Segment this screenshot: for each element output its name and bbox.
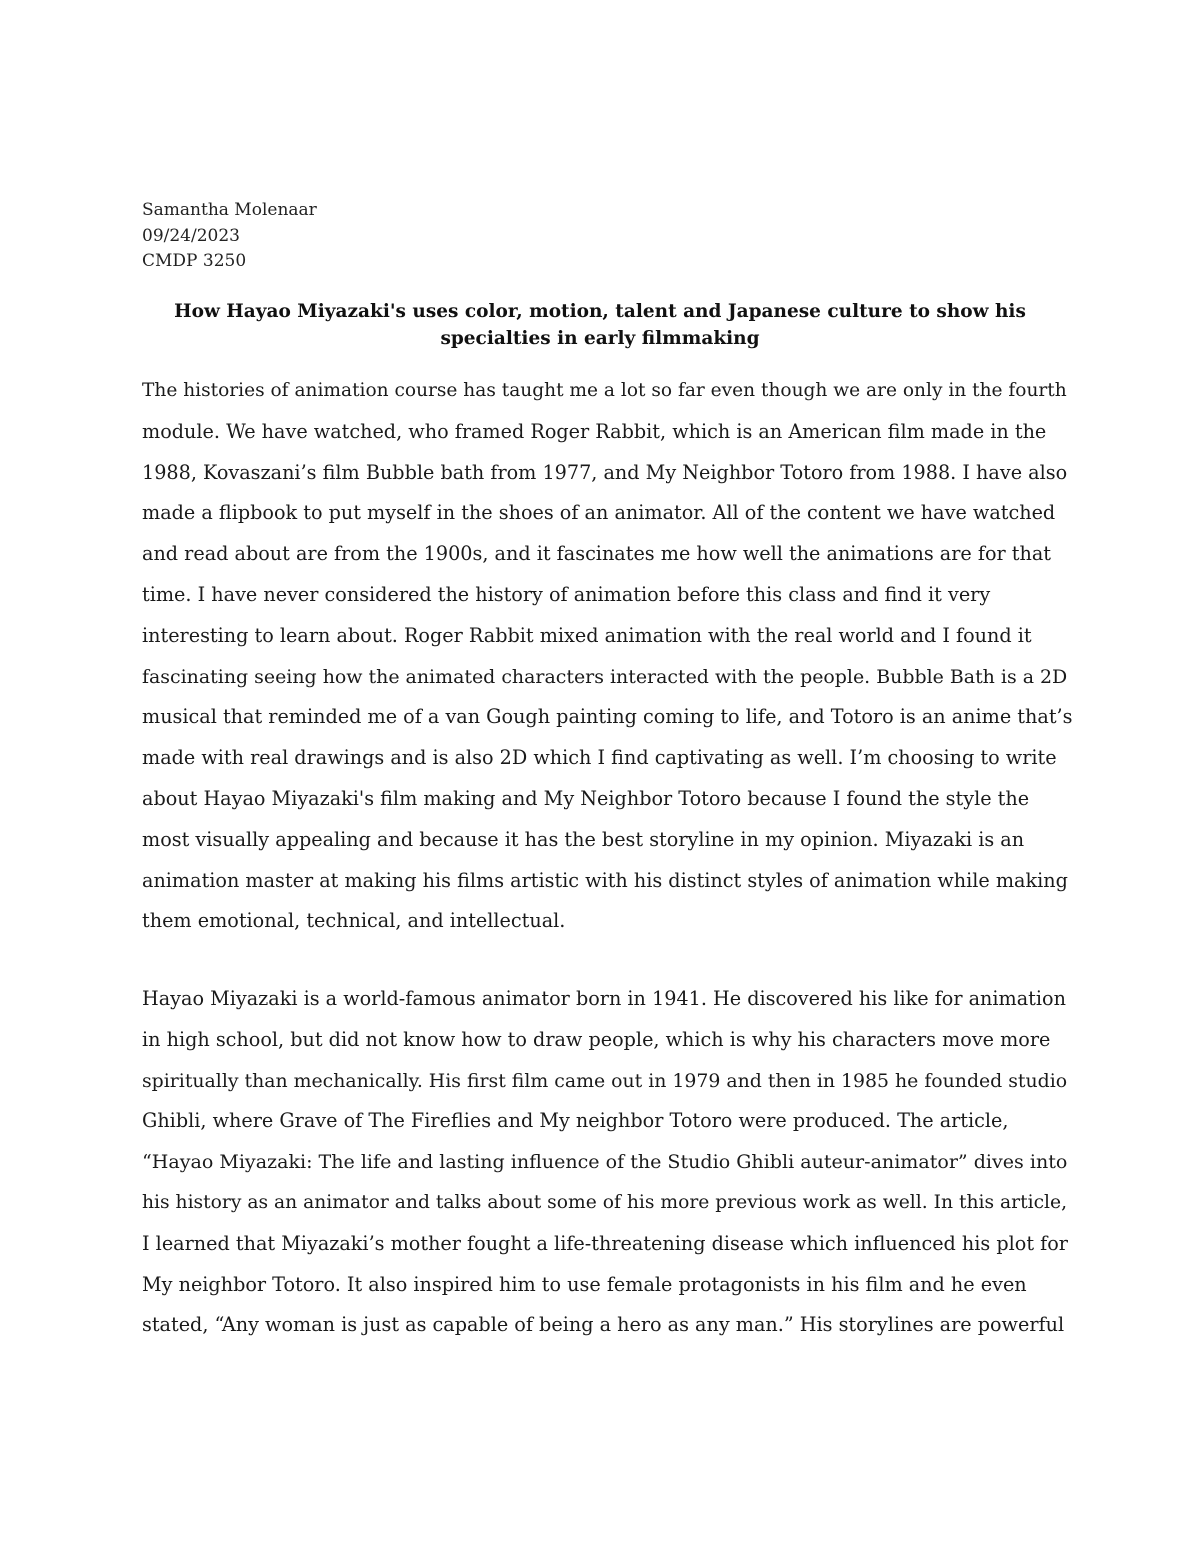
document-date: 09/24/2023 bbox=[142, 225, 240, 246]
text-line: I learned that Miyazaki’s mother fought a life-threatening disease which influenced his plot for bbox=[142, 1231, 1068, 1255]
text-line: animation master at making his films artistic with his distinct styles of animation while making bbox=[142, 868, 1068, 892]
title-line: specialties in early filmmaking bbox=[440, 328, 760, 349]
text-line: stated, “Any woman is just as capable of being a hero as any man.” His storylines are powerful bbox=[142, 1313, 1065, 1337]
text-line: time. I have never considered the history of animation before this class and find it very bbox=[142, 582, 991, 606]
title-line: How Hayao Miyazaki's uses color, motion, talent and Japanese culture to show his bbox=[174, 301, 1026, 322]
course-code: CMDP 3250 bbox=[142, 251, 247, 271]
text-line: “Hayao Miyazaki: The life and lasting influence of the Studio Ghibli auteur-animator” dives into bbox=[142, 1151, 1068, 1174]
text-line: about Hayao Miyazaki's film making and My Neighbor Totoro because I found the style the bbox=[142, 786, 1030, 810]
essay-title bbox=[142, 298, 1058, 352]
text-line: in high school, but did not know how to draw people, which is why his characters move more bbox=[142, 1027, 1051, 1051]
text-line: The histories of animation course has taught me a lot so far even though we are only in the fourth bbox=[142, 380, 1067, 401]
text-line: module. We have watched, who framed Roger Rabbit, which is an American film made in the bbox=[142, 419, 1047, 443]
text-line: most visually appealing and because it has the best storyline in my opinion. Miyazaki is an bbox=[142, 827, 1025, 851]
text-line: Hayao Miyazaki is a world-famous animator born in 1941. He discovered his like for animation bbox=[142, 987, 1066, 1010]
text-line: his history as an animator and talks about some of his more previous work as well. In this article, bbox=[142, 1191, 1068, 1213]
text-line: 1988, Kovaszani’s film Bubble bath from 1977, and My Neighbor Totoro from 1988. I have also bbox=[142, 460, 1068, 484]
paragraph-biography bbox=[142, 979, 1072, 1346]
text-line: made with real drawings and is also 2D which I find captivating as well. I’m choosing to write bbox=[142, 746, 1057, 770]
text-line: interesting to learn about. Roger Rabbit mixed animation with the real world and I found it bbox=[142, 623, 1032, 647]
text-line: fascinating seeing how the animated characters interacted with the people. Bubble Bath is a 2D bbox=[142, 665, 1068, 688]
document-header bbox=[142, 198, 317, 275]
text-line: My neighbor Totoro. It also inspired him to use female protagonists in his film and he even bbox=[142, 1272, 1027, 1296]
text-line: spiritually than mechanically. His first film came out in 1979 and then in 1985 he founded studio bbox=[142, 1069, 1068, 1092]
text-line: musical that reminded me of a van Gough painting coming to life, and Totoro is an anime that’s bbox=[142, 705, 1073, 729]
paragraph-introduction bbox=[142, 371, 1072, 942]
text-line: and read about are from the 1900s, and it fascinates me how well the animations are for that bbox=[142, 542, 1051, 566]
text-line: made a flipbook to put myself in the shoes of an animator. All of the content we have watched bbox=[142, 501, 1056, 525]
author-name: Samantha Molenaar bbox=[142, 200, 317, 220]
text-line: Ghibli, where Grave of The Fireflies and My neighbor Totoro were produced. The article, bbox=[142, 1109, 1009, 1133]
text-line: them emotional, technical, and intellectual. bbox=[142, 909, 566, 933]
